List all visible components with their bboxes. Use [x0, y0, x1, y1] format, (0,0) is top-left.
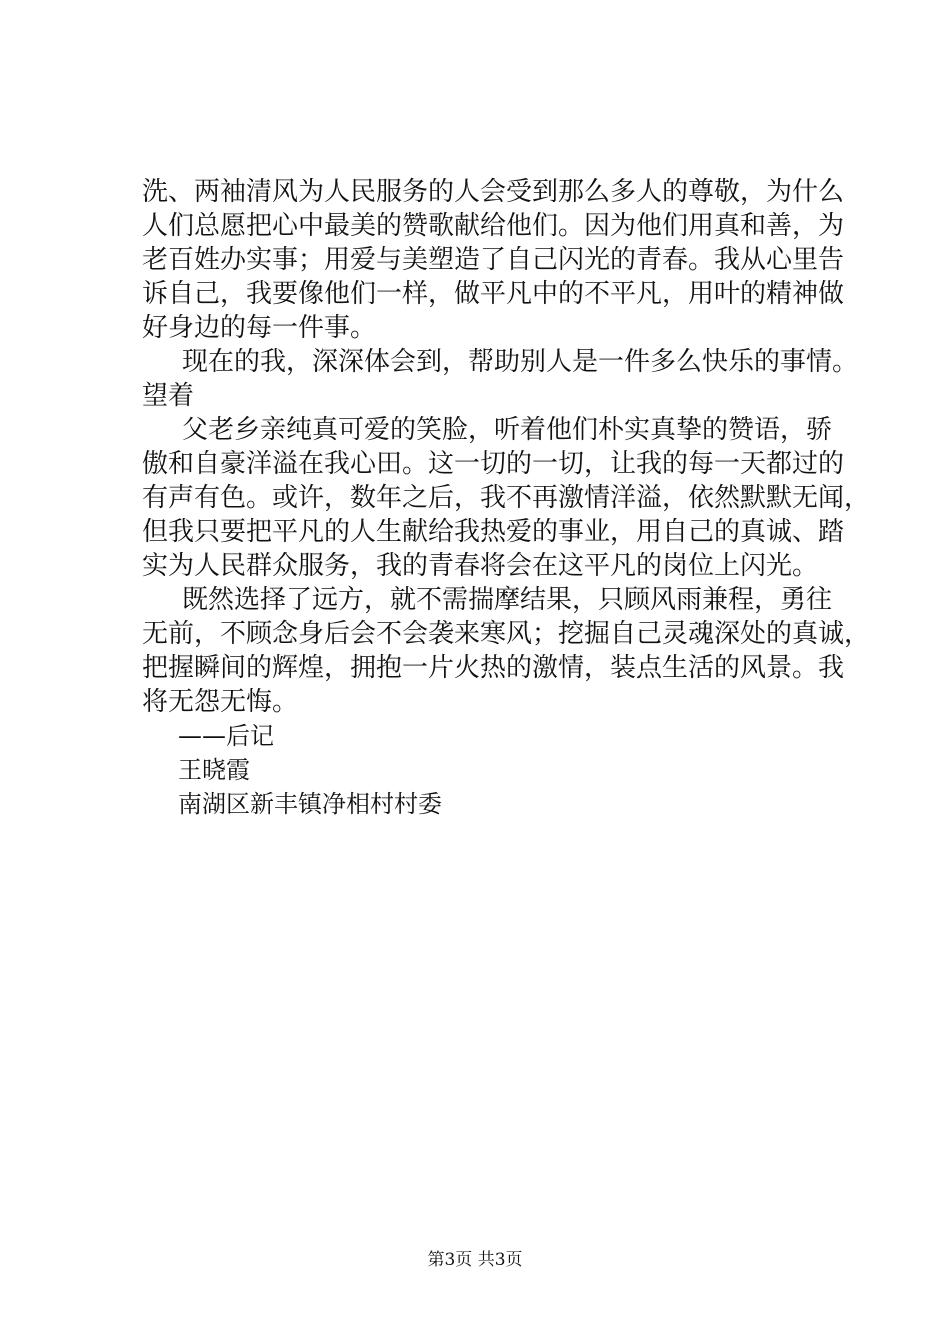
postscript: ——后记: [178, 722, 274, 750]
author-organization: 南湖区新丰镇净相村村委: [178, 790, 442, 818]
body-line: 但我只要把平凡的人生献给我热爱的事业，用自己的真诚、踏: [142, 517, 845, 547]
page-number: 第3页 共3页: [427, 1250, 523, 1270]
author-name: 王晓霞: [178, 756, 250, 784]
body-line: 望着: [142, 381, 195, 411]
body-line: 把握瞬间的辉煌，拥抱一片火热的激情，装点生活的风景。我: [142, 653, 845, 683]
body-line: 实为人民群众服务，我的青春将会在这平凡的岗位上闪光。: [142, 551, 819, 581]
body-line: 父老乡亲纯真可爱的笑脸，听着他们朴实真挚的赞语，骄: [182, 415, 833, 445]
body-line: 无前，不顾念身后会不会袭来寒风；挖掘自己灵魂深处的真诚，: [142, 619, 871, 649]
body-line: 有声有色。或许，数年之后，我不再激情洋溢，依然默默无闻，: [142, 483, 871, 513]
body-line: 将无怨无悔。: [142, 687, 299, 717]
body-line: 好身边的每一件事。: [142, 313, 377, 343]
body-line: 现在的我，深深体会到，帮助别人是一件多么快乐的事情。: [182, 347, 859, 377]
body-line: 傲和自豪洋溢在我心田。这一切的一切，让我的每一天都过的: [142, 449, 845, 479]
body-line: 既然选择了远方，就不需揣摩结果，只顾风雨兼程，勇往: [182, 585, 833, 615]
body-line: 老百姓办实事；用爱与美塑造了自己闪光的青春。我从心里告: [142, 245, 845, 275]
body-line: 诉自己，我要像他们一样，做平凡中的不平凡，用叶的精神做: [142, 279, 845, 309]
body-line: 洗、两袖清风为人民服务的人会受到那么多人的尊敬，为什么: [142, 177, 845, 207]
body-line: 人们总愿把心中最美的赞歌献给他们。因为他们用真和善，为: [142, 211, 845, 241]
